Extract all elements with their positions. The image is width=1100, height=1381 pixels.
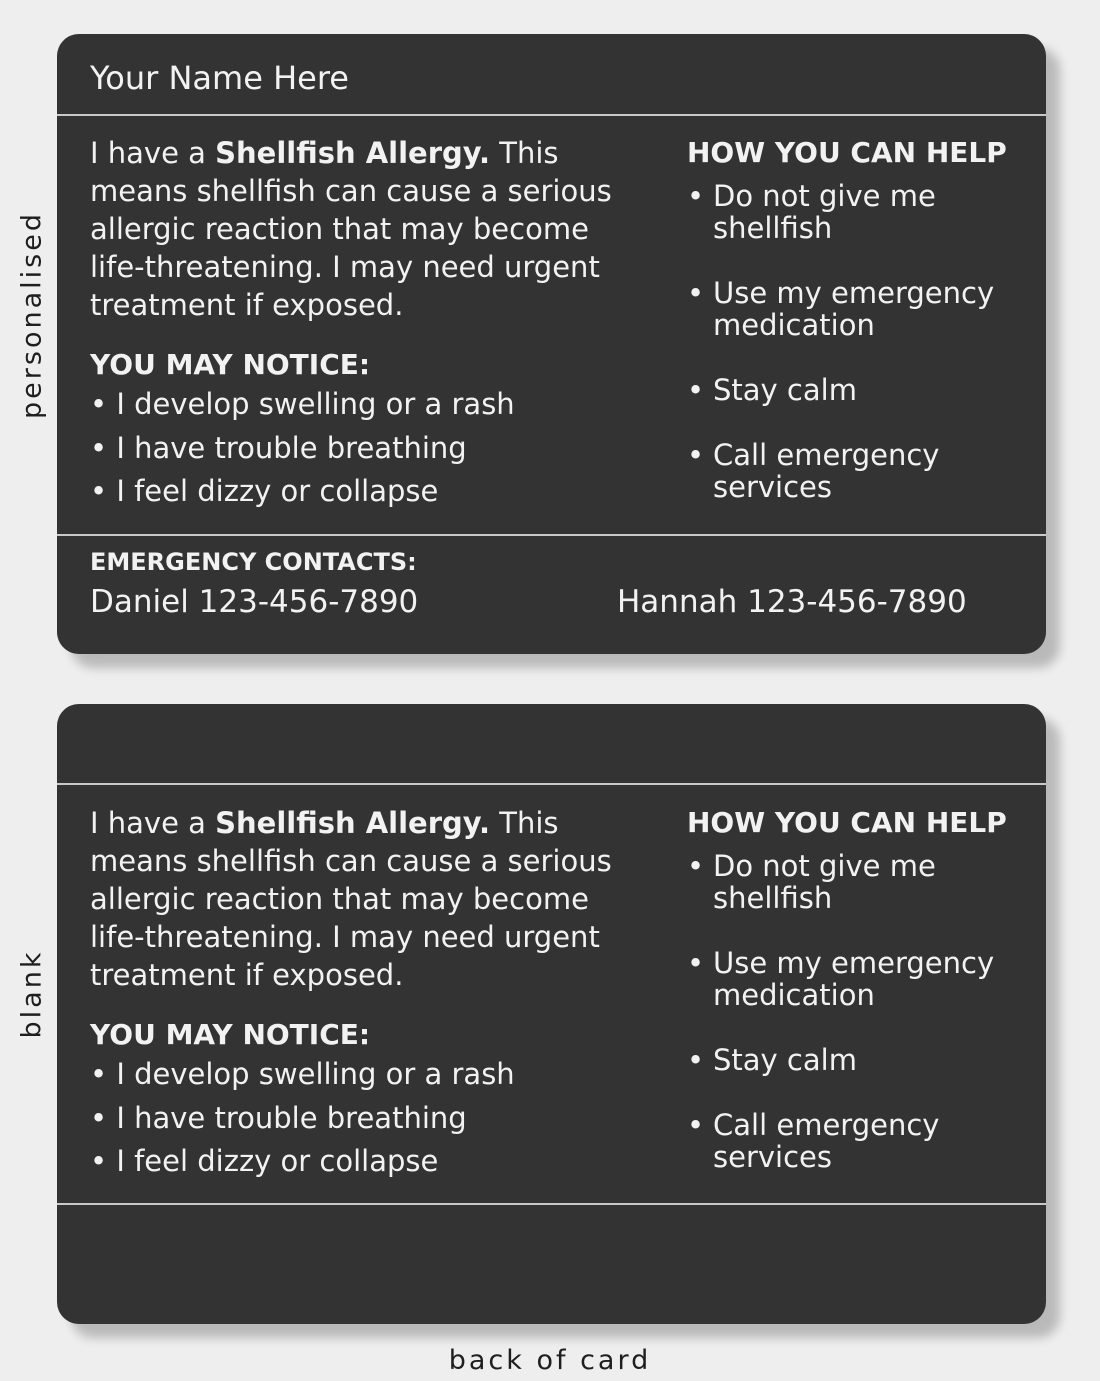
notice-item: • I have trouble breathing (90, 430, 467, 465)
intro-body: This means shellfish can cause a serious allergic reaction that may become life-threatening. I may need urgent treatment if exposed. (90, 806, 612, 992)
notice-list (90, 384, 515, 515)
side-label-blank: blank (16, 949, 48, 1039)
help-item (687, 850, 1037, 914)
card-holder-name: Your Name Here (90, 59, 349, 97)
help-list (687, 180, 1037, 536)
help-item-text: Use my emergency medication (713, 946, 995, 1012)
emergency-contact-2: Hannah 123-456-7890 (617, 584, 967, 620)
intro-prefix: I have a (90, 136, 216, 170)
card-blank (57, 704, 1046, 1324)
allergy-name: Shellfish Allergy. (215, 136, 491, 170)
help-item (687, 439, 1037, 503)
notice-title: YOU MAY NOTICE: (90, 348, 371, 381)
bullet-icon: • (687, 849, 705, 883)
notice-item: • I have trouble breathing (90, 1100, 467, 1135)
card-personalised (57, 34, 1046, 654)
help-item (687, 374, 1037, 406)
emergency-contacts-title: EMERGENCY CONTACTS: (90, 548, 417, 576)
help-item (687, 180, 1037, 244)
notice-item: • I develop swelling or a rash (90, 387, 515, 421)
help-item-text: Call emergency services (713, 1108, 940, 1174)
side-label-personalised: personalised (16, 211, 48, 419)
notice-item: • I develop swelling or a rash (90, 1057, 515, 1091)
notice-list (90, 1054, 515, 1185)
help-item (687, 277, 1037, 341)
help-title: HOW YOU CAN HELP (687, 806, 1007, 839)
notice-item: • I feel dizzy or collapse (90, 474, 439, 508)
bullet-icon: • (687, 438, 705, 472)
bullet-icon: • (687, 1108, 705, 1142)
allergy-name: Shellfish Allergy. (215, 806, 491, 840)
help-item-text: Use my emergency medication (713, 276, 995, 342)
help-item-text: Stay calm (713, 373, 857, 407)
help-item-text: Stay calm (713, 1043, 857, 1077)
bullet-icon: • (687, 1043, 705, 1077)
help-title: HOW YOU CAN HELP (687, 136, 1007, 169)
help-item-text: Do not give me shellfish (713, 179, 936, 245)
notice-title: YOU MAY NOTICE: (90, 1018, 371, 1051)
help-item-text: Call emergency services (713, 438, 940, 504)
allergy-statement (90, 804, 650, 994)
help-item (687, 947, 1037, 1011)
caption: back of card (448, 1345, 652, 1376)
bullet-icon: • (687, 373, 705, 407)
divider-top (57, 114, 1046, 116)
intro-prefix: I have a (90, 806, 216, 840)
allergy-statement (90, 134, 650, 324)
help-item-text: Do not give me shellfish (713, 849, 936, 915)
bullet-icon: • (687, 179, 705, 213)
notice-item: • I feel dizzy or collapse (90, 1144, 439, 1178)
divider-bottom (57, 534, 1046, 536)
help-item (687, 1044, 1037, 1076)
help-item (687, 1109, 1037, 1173)
divider-bottom (57, 1203, 1046, 1205)
intro-body: This means shellfish can cause a serious allergic reaction that may become life-threatening. I may need urgent treatment if exposed. (90, 136, 612, 322)
divider-top (57, 783, 1046, 785)
bullet-icon: • (687, 946, 705, 980)
help-list (687, 850, 1037, 1206)
bullet-icon: • (687, 276, 705, 310)
emergency-contact-1: Daniel 123-456-7890 (90, 584, 419, 620)
